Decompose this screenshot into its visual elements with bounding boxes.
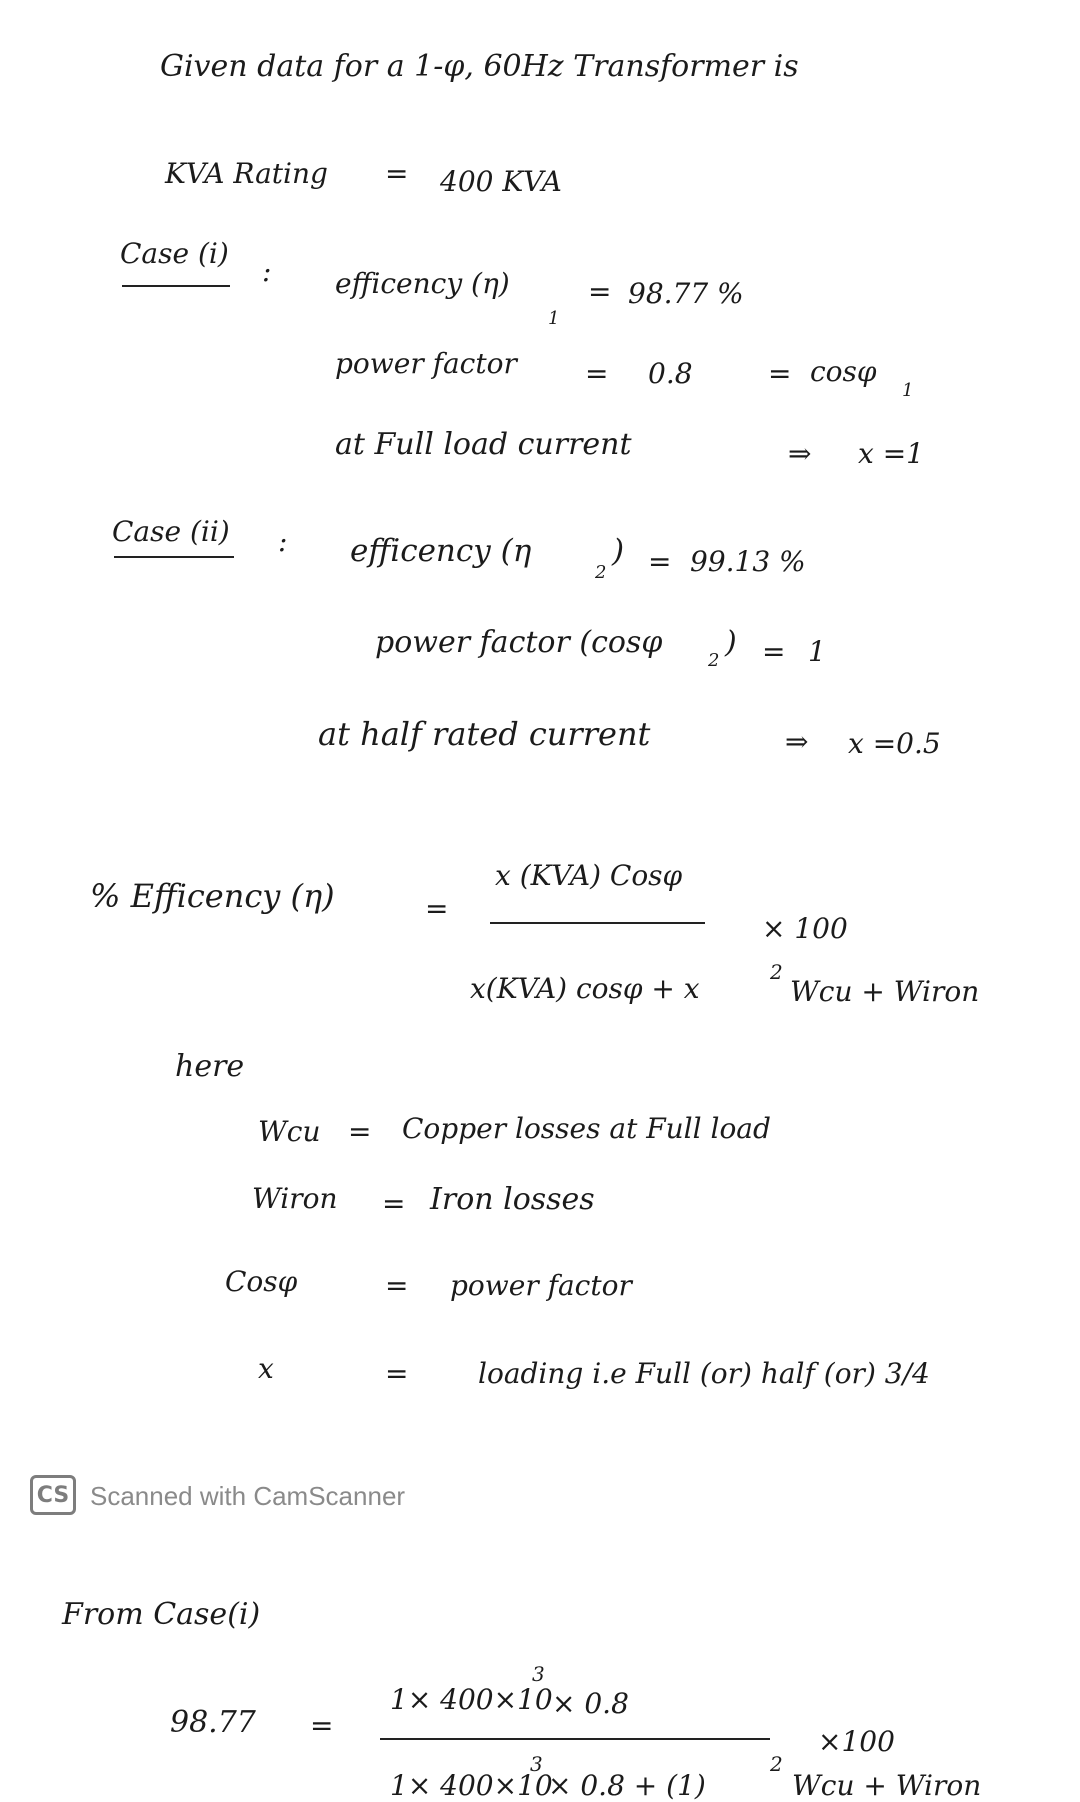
case2-efficiency-close: ): [612, 533, 625, 569]
def-cos-phi-description: power factor: [450, 1269, 632, 1302]
here-label: here: [175, 1049, 245, 1084]
kva-rating-label: KVA Rating: [165, 157, 328, 190]
case1-load-condition: at Full load current: [335, 427, 632, 462]
case1-efficiency-label: efficency (η): [335, 267, 510, 300]
def-wiron-description: Iron losses: [430, 1182, 595, 1217]
case2-power-factor-value: 1: [808, 635, 826, 668]
kva-equals: =: [385, 157, 409, 190]
kva-rating-value: 400 KVA: [440, 165, 562, 198]
case1-power-factor-value: 0.8: [648, 357, 693, 390]
camscanner-watermark-text: Scanned with CamScanner: [90, 1481, 406, 1511]
case2-efficiency-label: efficency (η: [350, 533, 532, 569]
def-x-description: loading i.e Full (or) half (or) 3/4: [478, 1357, 930, 1390]
from-case-denominator-tail: Wcu + Wiron: [792, 1769, 982, 1802]
case2-efficiency-subscript: 2: [595, 562, 607, 583]
from-case-fraction-bar: [380, 1738, 770, 1740]
formula-denominator-rest: Wcu + Wiron: [790, 975, 980, 1008]
def-cos-phi-equals: =: [385, 1269, 409, 1302]
formula-times-100: × 100: [762, 912, 848, 945]
def-x-symbol: x: [258, 1352, 274, 1385]
case1-efficiency-value: 98.77 %: [628, 277, 744, 310]
case2-arrow: ⇒: [785, 725, 809, 758]
formula-fraction-bar: [490, 922, 705, 924]
from-case-numerator-exponent: 3: [532, 1662, 545, 1686]
case1-cos-phi: cosφ: [810, 355, 877, 388]
formula-denominator: x(KVA) cosφ + x: [470, 972, 700, 1005]
from-case-denominator-exponent-2: 2: [770, 1752, 783, 1776]
formula-equals: =: [425, 892, 449, 925]
case2-power-factor-equals: =: [762, 635, 786, 668]
from-case-denominator-exponent: 3: [530, 1752, 543, 1776]
def-wiron-equals: =: [382, 1187, 406, 1220]
case2-power-factor-subscript: 2: [708, 650, 720, 671]
def-wiron-symbol: Wiron: [252, 1182, 338, 1215]
case1-power-factor-label: power factor: [335, 347, 517, 380]
def-cos-phi-symbol: Cosφ: [225, 1265, 298, 1298]
from-case-numerator: 1× 400×10: [390, 1683, 553, 1716]
from-case-lhs: 98.77: [170, 1705, 256, 1740]
from-case-label: From Case(i): [62, 1597, 261, 1632]
def-wcu-symbol: Wcu: [258, 1115, 321, 1148]
case1-label: Case (i): [120, 237, 229, 270]
formula-denominator-exponent: 2: [770, 960, 783, 984]
camscanner-logo: CS: [30, 1475, 76, 1515]
intro-line: Given data for a 1-φ, 60Hz Transformer is: [160, 49, 799, 84]
from-case-numerator-rest: × 0.8: [552, 1687, 629, 1720]
case1-colon: :: [262, 255, 272, 288]
formula-lhs: % Efficency (η): [90, 877, 335, 915]
case1-arrow: ⇒: [788, 437, 812, 470]
case2-power-factor-label: power factor (cosφ: [375, 625, 663, 660]
def-wcu-equals: =: [348, 1115, 372, 1148]
case1-cos-phi-subscript: 1: [902, 380, 914, 401]
case1-underline: [122, 285, 230, 287]
from-case-equals: =: [310, 1709, 334, 1742]
from-case-denominator: 1× 400×10: [390, 1769, 553, 1802]
def-wcu-description: Copper losses at Full load: [402, 1112, 771, 1145]
case2-power-factor-close: ): [725, 625, 737, 660]
case1-loading-value: x =1: [858, 437, 924, 470]
case2-underline: [114, 556, 234, 558]
case2-colon: :: [278, 525, 288, 558]
case2-efficiency-value: 99.13 %: [690, 545, 806, 578]
case1-efficiency-subscript: 1: [548, 308, 560, 329]
from-case-denominator-rest: × 0.8 + (1): [548, 1769, 706, 1802]
case2-label: Case (ii): [112, 515, 230, 548]
formula-numerator: x (KVA) Cosφ: [495, 859, 683, 892]
case2-load-condition: at half rated current: [318, 715, 651, 753]
case1-efficiency-equals: =: [588, 275, 612, 308]
from-case-times-100: ×100: [818, 1725, 895, 1758]
case2-loading-value: x =0.5: [848, 727, 941, 760]
case2-efficiency-equals: =: [648, 545, 672, 578]
def-x-equals: =: [385, 1357, 409, 1390]
case1-power-factor-equals: =: [585, 357, 609, 390]
case1-power-factor-equals-2: =: [768, 357, 792, 390]
